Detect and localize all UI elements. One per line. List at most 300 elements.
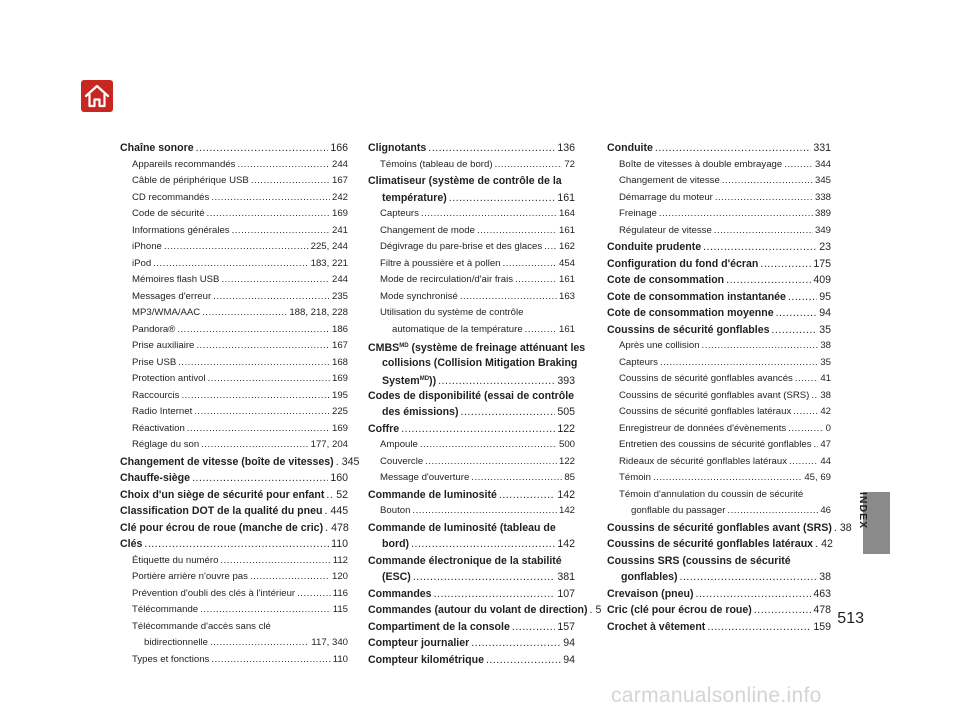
page-reference[interactable]: 42	[820, 406, 831, 417]
dot-leader	[211, 190, 330, 207]
dot-leader	[503, 256, 557, 273]
index-subentry[interactable]	[120, 173, 348, 190]
entry-title: Réactivation	[132, 422, 185, 434]
dot-leader	[428, 140, 555, 157]
dot-leader	[297, 586, 331, 603]
index-subentry[interactable]	[607, 487, 831, 504]
page-reference[interactable]: 162	[558, 241, 575, 252]
page-number: 513	[837, 610, 864, 627]
index-subentry[interactable]	[368, 470, 575, 487]
index-subentry[interactable]	[607, 157, 831, 174]
index-entry[interactable]	[368, 338, 586, 355]
dot-leader	[788, 421, 823, 438]
index-entry[interactable]	[120, 454, 360, 471]
index-subentry[interactable]	[120, 206, 348, 223]
index-subentry[interactable]	[120, 272, 348, 289]
page-reference[interactable]: 122	[557, 422, 575, 435]
entry-title: Filtre à poussière et à pollen	[380, 257, 501, 269]
dot-leader	[144, 536, 329, 553]
entry-title: Commandes	[368, 587, 432, 600]
page-reference[interactable]: 38	[820, 340, 831, 351]
index-entry[interactable]	[368, 635, 575, 652]
index-subentry[interactable]	[607, 470, 831, 487]
index-subentry[interactable]	[368, 437, 575, 454]
index-subentry[interactable]	[120, 619, 348, 636]
index-entry[interactable]	[368, 586, 575, 603]
dot-leader	[707, 619, 811, 636]
page-reference[interactable]: 161	[558, 224, 575, 236]
page-reference[interactable]: 38	[820, 389, 831, 401]
dot-leader	[715, 190, 813, 207]
index-entry[interactable]	[607, 536, 831, 553]
page-reference[interactable]: 161	[558, 274, 575, 285]
index-subentry[interactable]	[607, 437, 831, 454]
page-reference[interactable]: 136	[557, 142, 575, 154]
index-subentry[interactable]	[607, 454, 831, 471]
index-subentry[interactable]	[607, 371, 831, 388]
index-subentry[interactable]	[120, 289, 348, 306]
index-subentry[interactable]	[368, 289, 575, 306]
dot-leader	[795, 371, 818, 388]
index-subentry[interactable]	[120, 256, 348, 273]
index-entry[interactable]	[607, 569, 831, 586]
entry-title: Classification DOT de la qualité du pneu	[120, 505, 323, 517]
dot-leader	[760, 256, 811, 273]
dot-leader	[776, 305, 818, 322]
entry-title: Cote de consommation instantanée	[607, 290, 786, 303]
entry-title: Régulateur de vitesse	[619, 224, 712, 236]
entry-title: Étiquette du numéro	[132, 554, 219, 566]
dot-leader	[177, 322, 330, 339]
page-reference[interactable]: 161	[558, 323, 575, 335]
index-entry[interactable]	[607, 520, 852, 537]
entry-title: Témoins (tableau de bord)	[380, 158, 493, 170]
page-reference[interactable]: 235	[331, 290, 348, 302]
watermark: carmanualsonline.info	[611, 684, 822, 707]
index-subentry[interactable]	[120, 569, 348, 586]
page-reference[interactable]: 168	[331, 356, 348, 368]
page-reference[interactable]: 454	[558, 257, 575, 269]
entry-title: Clignotants	[368, 142, 427, 154]
index-subentry[interactable]	[368, 305, 575, 322]
dot-leader	[401, 421, 555, 438]
entry-title: Changement de mode	[380, 224, 475, 236]
index-entry[interactable]	[607, 602, 831, 619]
page-reference[interactable]: 349	[814, 224, 831, 236]
entry-title: Compteur kilométrique	[368, 653, 484, 666]
page-reference[interactable]: 122	[558, 455, 575, 467]
dot-leader	[525, 322, 557, 339]
page-reference[interactable]: 338	[814, 191, 831, 203]
dot-leader	[250, 569, 330, 586]
entry-title: CD recommandés	[132, 191, 210, 203]
index-subentry[interactable]	[368, 503, 575, 520]
page-reference[interactable]: 142	[558, 505, 575, 516]
entry-title: Témoin d'annulation du coussin de sécurité	[619, 488, 804, 500]
index-label	[855, 492, 870, 550]
page-reference[interactable]: 110	[331, 538, 348, 550]
page-reference[interactable]: 241	[331, 224, 348, 236]
page-reference[interactable]: 331	[813, 142, 831, 154]
dot-leader	[789, 454, 818, 471]
index-entry[interactable]	[120, 140, 348, 157]
dot-leader	[754, 602, 812, 619]
dot-leader	[722, 173, 813, 190]
index-entry[interactable]	[368, 421, 575, 438]
page-reference[interactable]: 183, 221	[310, 257, 348, 269]
index-subentry[interactable]	[120, 322, 348, 339]
entry-title: Capteurs	[380, 208, 419, 219]
index-entry[interactable]	[368, 553, 575, 570]
page-reference[interactable]: 94	[563, 637, 575, 649]
dot-leader	[221, 272, 330, 289]
dot-leader	[326, 487, 334, 504]
index-entry[interactable]	[368, 569, 575, 586]
index-subentry[interactable]	[120, 404, 348, 421]
page-reference[interactable]: 52	[336, 488, 348, 501]
index-subentry[interactable]	[607, 338, 831, 355]
index-entry[interactable]	[368, 140, 575, 157]
index-entry[interactable]	[607, 256, 831, 273]
dot-leader	[187, 421, 330, 438]
entry-title: des émissions)	[382, 406, 459, 418]
entry-title: Mode synchronisé	[380, 290, 458, 302]
index-subentry[interactable]	[607, 223, 831, 240]
entry-title: Coussins de sécurité gonflables avant (SRS)	[607, 521, 832, 534]
entry-title: Bouton	[380, 505, 411, 516]
page-reference[interactable]: 46	[820, 505, 831, 516]
entry-title: Coussins SRS (coussins de sécurité	[607, 554, 791, 567]
page-reference[interactable]: 244	[331, 274, 348, 285]
dot-leader	[680, 569, 818, 586]
page-reference[interactable]: 195	[331, 389, 348, 401]
entry-title-part: CMBS	[368, 342, 400, 354]
dot-leader	[449, 190, 556, 207]
entry-title: iPod	[132, 257, 152, 269]
index-subentry[interactable]	[368, 322, 575, 339]
dot-leader	[834, 520, 838, 537]
entry-title: Coussins de sécurité gonflables avancés	[619, 373, 793, 384]
page-reference[interactable]: 175	[813, 257, 831, 270]
index-subentry[interactable]	[120, 437, 348, 454]
page-reference[interactable]: 478	[813, 604, 831, 616]
index-subentry[interactable]	[607, 355, 831, 372]
entry-title: gonflable du passager	[631, 505, 726, 516]
index-subentry[interactable]	[120, 305, 348, 322]
entry-title: Télécommande d'accès sans clé	[132, 620, 271, 632]
entry-title: Cote de consommation moyenne	[607, 307, 774, 319]
entry-title: Freinage	[619, 208, 657, 219]
entry-title: Commande électronique de la stabilité	[368, 554, 562, 567]
dot-leader	[210, 635, 309, 652]
page-reference[interactable]: 409	[813, 274, 831, 286]
dot-leader	[515, 272, 557, 289]
page-reference[interactable]: 345	[814, 175, 831, 186]
page-reference[interactable]: 41	[820, 373, 831, 384]
index-column-2	[368, 140, 602, 668]
page-reference[interactable]: 169	[331, 208, 348, 219]
page-reference[interactable]: 161	[557, 191, 575, 204]
home-icon	[83, 82, 111, 110]
page-reference[interactable]: 157	[557, 620, 575, 633]
index-entry[interactable]	[368, 520, 575, 537]
index-subentry[interactable]	[368, 223, 575, 240]
entry-title: bord)	[382, 538, 410, 550]
page-reference[interactable]: 35	[819, 323, 831, 336]
page-reference[interactable]: 116	[332, 587, 348, 599]
index-subentry[interactable]	[120, 157, 348, 174]
entry-title: Commandes (autour du volant de direction)	[368, 604, 588, 616]
page-reference[interactable]: 177, 204	[310, 439, 348, 450]
index-subentry[interactable]	[368, 256, 575, 273]
dot-leader	[460, 289, 557, 306]
entry-title: Cric (clé pour écrou de roue)	[607, 604, 752, 616]
page-reference[interactable]: 166	[330, 142, 348, 154]
dot-leader	[784, 157, 813, 174]
page-reference[interactable]: 142	[557, 538, 575, 550]
page-reference[interactable]: 45, 69	[804, 472, 831, 483]
page-reference[interactable]: 445	[330, 505, 349, 517]
entry-title: Configuration du fond d'écran	[607, 257, 759, 270]
entry-title: iPhone	[132, 241, 162, 252]
index-entry[interactable]	[607, 140, 831, 157]
page-reference[interactable]: 35	[820, 356, 831, 368]
page-reference[interactable]: 169	[331, 422, 348, 434]
page-reference[interactable]: 115	[332, 604, 348, 615]
index-entry[interactable]	[368, 404, 575, 421]
page-reference[interactable]: 381	[557, 571, 575, 583]
dot-leader	[420, 437, 557, 454]
index-subentry[interactable]	[368, 454, 575, 471]
index-subentry[interactable]	[607, 388, 831, 405]
index-entry[interactable]	[607, 553, 831, 570]
entry-title: Enregistreur de données d'évènements	[619, 422, 787, 434]
index-subentry[interactable]	[368, 239, 575, 256]
entry-title: Coussins de sécurité gonflables latéraux	[607, 538, 814, 550]
page-reference[interactable]: 85	[564, 472, 575, 483]
index-entry[interactable]	[368, 487, 575, 504]
entry-title: Mémoires flash USB	[132, 274, 220, 285]
entry-title: Démarrage du moteur	[619, 191, 713, 203]
index-entry[interactable]	[368, 190, 575, 207]
page-reference[interactable]: 169	[331, 373, 348, 384]
page-reference[interactable]: 389	[814, 208, 831, 219]
index-entry[interactable]	[368, 355, 578, 372]
page-reference[interactable]: 160	[330, 472, 348, 484]
index-entry[interactable]	[120, 503, 348, 520]
entry-title: automatique de la température	[392, 323, 523, 335]
page-reference[interactable]: 500	[558, 439, 575, 450]
index-subentry[interactable]	[120, 553, 348, 570]
page-reference[interactable]: 167	[331, 175, 348, 186]
entry-title: Choix d'un siège de sécurité pour enfant	[120, 488, 325, 501]
entry-title: gonflables)	[621, 571, 678, 583]
dot-leader	[653, 470, 802, 487]
dot-leader	[499, 487, 555, 504]
index-subentry[interactable]	[607, 206, 831, 223]
page-reference[interactable]: 72	[564, 158, 575, 170]
page-reference[interactable]: 112	[332, 554, 348, 566]
page-reference[interactable]: 159	[813, 620, 831, 633]
page-reference[interactable]: 94	[819, 307, 831, 319]
page-reference[interactable]: 23	[819, 241, 831, 253]
page-reference[interactable]: 142	[557, 488, 575, 501]
entry-title: Raccourcis	[132, 389, 180, 401]
dot-leader	[251, 173, 330, 190]
index-subentry[interactable]	[120, 223, 348, 240]
dot-leader	[208, 371, 330, 388]
page-reference[interactable]: 95	[819, 290, 831, 303]
index-subentry[interactable]	[120, 602, 348, 619]
index-subentry[interactable]	[120, 635, 348, 652]
index-label-text: INDEX	[857, 492, 869, 530]
entry-title: Prise auxiliaire	[132, 340, 195, 351]
index-subentry[interactable]	[368, 272, 575, 289]
page-reference[interactable]: 163	[558, 290, 575, 302]
page-reference[interactable]: 44	[820, 455, 831, 467]
dot-leader	[325, 503, 329, 520]
index-entry[interactable]	[607, 305, 831, 322]
page-reference[interactable]: 110	[332, 653, 348, 665]
entry-title: Coffre	[368, 422, 400, 435]
index-subentry[interactable]	[120, 371, 348, 388]
entry-title: Clés	[120, 538, 143, 550]
home-button[interactable]	[81, 80, 113, 112]
page-reference[interactable]: 244	[331, 158, 348, 170]
entry-title: Code de sécurité	[132, 208, 205, 219]
page-reference[interactable]: 225	[331, 406, 348, 417]
entry-title: Utilisation du système de contrôle	[380, 307, 524, 318]
entry-title: Radio Internet	[132, 406, 193, 417]
page-reference[interactable]: 186	[331, 323, 348, 335]
index-entry[interactable]	[368, 536, 575, 553]
entry-title: Boîte de vitesses à double embrayage	[619, 158, 783, 170]
index-column-1	[120, 140, 360, 668]
dot-leader	[164, 239, 309, 256]
index-entry[interactable]	[607, 586, 831, 603]
index-subentry[interactable]	[607, 503, 831, 520]
dot-leader	[412, 503, 557, 520]
dot-leader	[788, 289, 817, 306]
dot-leader	[194, 404, 330, 421]
index-subentry[interactable]	[368, 206, 575, 223]
page-reference[interactable]: 38	[839, 521, 852, 534]
page-reference[interactable]: 120	[331, 571, 348, 582]
index-entry[interactable]	[607, 322, 831, 339]
entry-title: Conduite prudente	[607, 241, 702, 253]
entry-title: Entretien des coussins de sécurité gonflables	[619, 439, 812, 450]
index-entry[interactable]	[607, 289, 831, 306]
dot-leader	[793, 404, 818, 421]
page-reference[interactable]: 117, 340	[311, 637, 348, 648]
index-entry[interactable]	[607, 272, 831, 289]
index-subentry[interactable]	[607, 421, 831, 438]
page-reference[interactable]: 5	[595, 604, 602, 616]
index-subentry[interactable]	[120, 239, 348, 256]
index-entry[interactable]	[120, 487, 348, 504]
index-subentry[interactable]	[120, 388, 348, 405]
entry-title: Codes de disponibilité (essai de contrôle	[368, 389, 575, 402]
entry-title: Changement de vitesse	[619, 175, 720, 186]
page-reference[interactable]: 94	[563, 653, 575, 666]
page-reference[interactable]: 505	[557, 406, 575, 418]
index-entry[interactable]	[368, 173, 575, 190]
dot-leader	[512, 619, 555, 636]
dot-leader	[815, 536, 819, 553]
dot-leader	[196, 338, 330, 355]
dot-leader	[471, 470, 562, 487]
dot-leader	[814, 437, 819, 454]
page-reference[interactable]: 344	[814, 158, 831, 170]
index-entry[interactable]	[120, 536, 348, 553]
page-reference[interactable]: 107	[557, 587, 575, 600]
dot-leader	[726, 272, 811, 289]
index-entry[interactable]	[607, 619, 831, 636]
index-subentry[interactable]	[120, 190, 348, 207]
index-entry[interactable]	[120, 520, 348, 537]
index-subentry[interactable]	[120, 586, 348, 603]
entry-title: bidirectionnelle	[144, 637, 208, 648]
dot-leader	[461, 404, 556, 421]
page-reference[interactable]: 164	[558, 208, 575, 219]
index-subentry[interactable]	[120, 421, 348, 438]
page-reference[interactable]: 393	[557, 375, 575, 387]
index-entry[interactable]	[368, 371, 575, 388]
dot-leader	[421, 206, 557, 223]
dot-leader	[232, 223, 330, 240]
index-subentry[interactable]	[607, 404, 831, 421]
index-entry[interactable]	[368, 619, 575, 636]
dot-leader	[771, 322, 817, 339]
page-reference[interactable]: 225, 244	[310, 241, 348, 252]
page-reference[interactable]: 42	[821, 538, 833, 550]
index-entry[interactable]	[120, 470, 348, 487]
dot-leader	[213, 289, 330, 306]
index-subentry[interactable]	[120, 355, 348, 372]
page-reference[interactable]: 167	[331, 340, 348, 351]
dot-leader	[425, 454, 557, 471]
entry-title: Commande de luminosité (tableau de	[368, 521, 556, 534]
entry-title: Prévention d'oubli des clés à l'intérieur	[132, 587, 296, 599]
index-subentry[interactable]	[120, 338, 348, 355]
index-entry[interactable]	[368, 602, 602, 619]
entry-title: Prise USB	[132, 356, 177, 368]
page-reference[interactable]: 188, 218, 228	[289, 307, 348, 318]
index-subentry[interactable]	[120, 652, 348, 669]
entry-title: Réglage du son	[132, 439, 200, 450]
page-reference[interactable]: 345	[341, 455, 360, 468]
page-reference[interactable]: 463	[813, 587, 831, 600]
index-subentry[interactable]	[607, 173, 831, 190]
dot-leader	[178, 355, 330, 372]
dot-leader	[471, 635, 561, 652]
entry-title: Pandora®	[132, 323, 176, 335]
index-entry[interactable]	[607, 239, 831, 256]
index-subentry[interactable]	[368, 157, 575, 174]
dot-leader	[696, 586, 812, 603]
index-subentry[interactable]	[607, 190, 831, 207]
page-reference[interactable]: 47	[820, 439, 831, 450]
index-entry[interactable]	[368, 388, 575, 405]
page-reference[interactable]: 38	[819, 571, 831, 583]
dot-leader	[434, 586, 556, 603]
page-reference[interactable]: 478	[331, 521, 349, 534]
index-entry[interactable]	[368, 652, 575, 669]
dot-leader	[714, 223, 813, 240]
page-reference[interactable]: 0	[825, 422, 831, 434]
entry-title: Informations générales	[132, 224, 230, 236]
page-reference[interactable]: 242	[331, 191, 348, 203]
